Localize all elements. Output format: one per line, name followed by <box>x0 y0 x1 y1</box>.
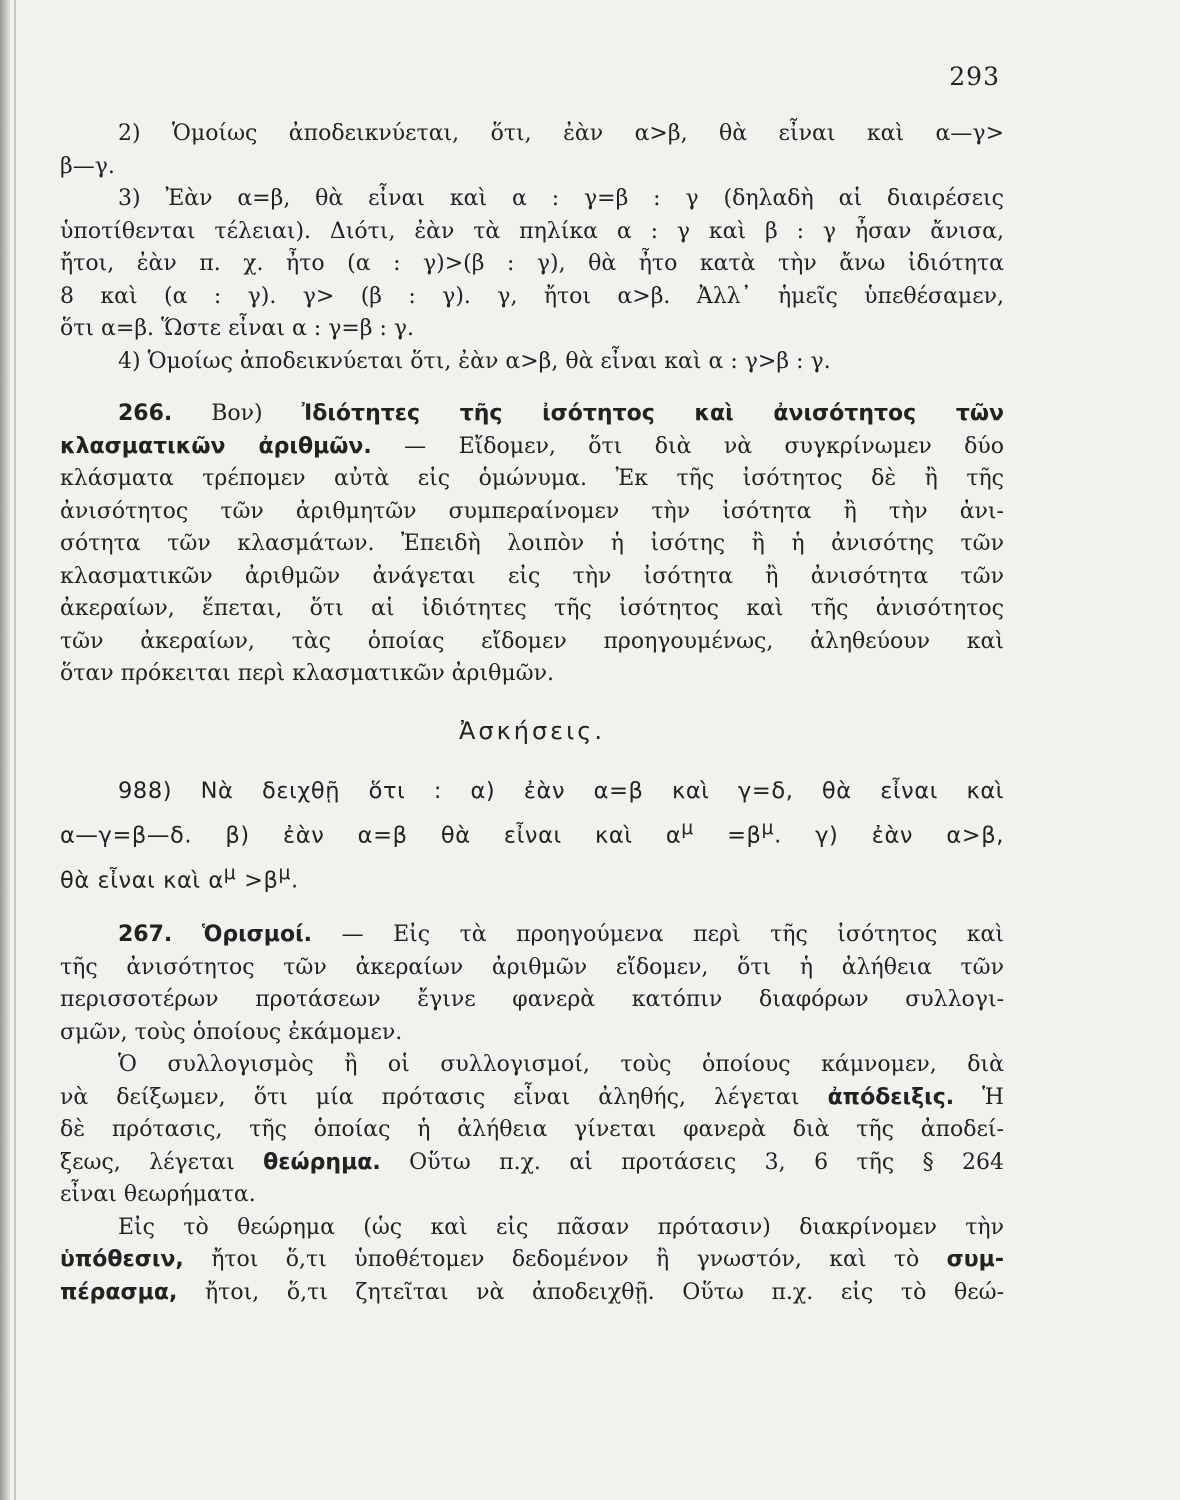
page-edge-line <box>14 0 16 1500</box>
text-line: 4) Ὁμοίως ἀποδεικνύεται ὅτι, ἐὰν α>β, θὰ εἶναι καὶ α : γ>β : γ. <box>118 348 831 374</box>
section-number: 266. <box>118 401 173 426</box>
text-line: εἶναι θεωρήματα. <box>60 1182 256 1207</box>
text-line: περισσοτέρων προτάσεων ἔγινε φανερὰ κατόπιν διαφόρων συλλογι- <box>60 987 1004 1012</box>
paragraph-item-4 <box>60 346 1004 379</box>
section-title: Ἰδιότητες τῆς ἰσότητος καὶ ἀνισότητος τῶν <box>301 401 1004 426</box>
text-line <box>60 1277 1004 1310</box>
exercises-heading: Ἀσκήσεις. <box>458 716 605 745</box>
superscript: μ <box>761 818 775 839</box>
section-266 <box>60 398 1004 691</box>
text-line: τῆς ἀνισότητος τῶν ἀκεραίων ἀριθμῶν εἴδομεν, ὅτι ἡ ἀλήθεια τῶν <box>60 954 1004 980</box>
text-line: σμῶν, τοὺς ὁποίους ἐκάμομεν. <box>60 1019 403 1045</box>
section-title: Ὁρισμοί. <box>201 922 313 947</box>
superscript: μ <box>278 862 292 884</box>
superscript: μ <box>681 818 694 839</box>
text-run: . γ) ἐὰν α>β, <box>774 822 1004 849</box>
text-line: Ὁ συλλογισμὸς ἢ οἱ συλλογισμοί, τοὺς ὁποίους κάμνομεν, διὰ <box>118 1052 1004 1077</box>
text-run: — Εἴδομεν, ὅτι διὰ νὰ συγκρίνωμεν δύο <box>404 433 1004 459</box>
text-run: νὰ δείξωμεν, ὅτι μία πρότασις εἶναι ἀληθής, λέγεται <box>60 1084 800 1110</box>
text-line: τῶν ἀκεραίων, τὰς ὁποίας εἴδομεν προηγουμένως, ἀληθεύουν καὶ <box>60 628 1004 654</box>
text-run: α—γ=β—δ. β) ἐὰν α=β θὰ εἶναι καὶ α <box>60 822 682 849</box>
term-conclusion-cont: πέρασμα, <box>60 1279 178 1305</box>
text-line: ἤτοι, ἐὰν π. χ. ἦτο (α : γ)>(β : γ), θὰ ἦτο κατὰ τὴν ἄνω ἰδιότητα <box>60 251 1004 276</box>
text-line: 2) Ὁμοίως ἀποδεικνύεται, ὅτι, ἐὰν α>β, θὰ εἶναι καὶ α—γ> <box>118 121 1004 146</box>
section-266-title-line <box>60 398 1004 431</box>
text-run: ξεως, λέγεται <box>60 1149 235 1175</box>
text-run: Ἡ <box>982 1084 1004 1110</box>
text-line <box>60 431 1004 464</box>
book-spine-shadow <box>0 0 10 1500</box>
page-number: 293 <box>949 62 1000 91</box>
text-line: β—γ. <box>60 153 115 179</box>
section-ref: Βον) <box>211 401 263 426</box>
text-line: ἀκεραίων, ἕπεται, ὅτι αἱ ἰδιότητες τῆς ἰσότητος καὶ τῆς ἀνισότητος <box>60 596 1004 621</box>
section-title-cont: κλασματικῶν ἀριθμῶν. <box>60 433 372 459</box>
paragraph-item-3 <box>60 183 1004 346</box>
text-line <box>60 1147 1004 1180</box>
section-number: 267. <box>118 922 173 947</box>
text-line: κλάσματα τρέπομεν αὐτὰ εἰς ὁμώνυμα. Ἐκ τῆς ἰσότητος δὲ ἢ τῆς <box>60 466 1004 491</box>
section-267-title-line <box>60 919 1004 952</box>
text-run: Οὕτω π.χ. αἱ προτάσεις 3, 6 τῆς § 264 <box>409 1149 1004 1175</box>
text-line <box>60 855 1004 900</box>
text-line: ὑποτίθενται τέλειαι). Διότι, ἐὰν τὰ πηλίκα α : γ καὶ β : γ ἦσαν ἄνισα, <box>60 218 1004 244</box>
text-line: 988) Νὰ δειχθῇ ὅτι : α) ἐὰν α=β καὶ γ=δ, θὰ εἶναι καὶ <box>118 778 1004 804</box>
exercise-988 <box>60 773 1004 899</box>
text-line: σότητα τῶν κλασμάτων. Ἐπειδὴ λοιπὸν ἡ ἰσότης ἢ ἡ ἀνισότης τῶν <box>60 531 1004 556</box>
text-run: >β <box>244 867 279 893</box>
text-line <box>60 1244 1004 1277</box>
text-run: — Εἰς τὰ προηγούμενα περὶ τῆς ἰσότητος καὶ <box>341 922 1004 947</box>
text-line: δὲ πρότασις, τῆς ὁποίας ἡ ἀλήθεια γίνεται φανερὰ διὰ τῆς ἀποδεί- <box>60 1117 1004 1142</box>
text-line <box>60 810 1004 855</box>
term-conclusion: συμ- <box>946 1247 1004 1272</box>
text-run: θὰ εἶναι καὶ α <box>60 867 224 893</box>
paragraph-item-2 <box>60 118 1004 183</box>
text-run: ἤτοι, ὅ,τι ζητεῖται νὰ ἀποδειχθῇ. Οὕτω π.χ. εἰς τὸ θεώ- <box>204 1279 1004 1305</box>
section-267 <box>60 919 1004 1049</box>
text-line: 8 καὶ (α : γ). γ> (β : γ). γ, ἤτοι α>β. Ἀλλ᾽ ἡμεῖς ὑπεθέσαμεν, <box>60 283 1004 309</box>
text-line: ὅταν πρόκειται περὶ κλασματικῶν ἀριθμῶν. <box>60 661 554 686</box>
page-body <box>60 118 1004 1309</box>
text-run: ἤτοι ὅ,τι ὑποθέτομεν δεδομένον ἢ γνωστόν, καὶ τὸ <box>211 1247 920 1272</box>
paragraph-syllogism <box>60 1049 1004 1212</box>
text-run: . <box>291 867 299 893</box>
text-line <box>60 1082 1004 1115</box>
text-line: κλασματικῶν ἀριθμῶν ἀνάγεται εἰς τὴν ἰσότητα ἢ ἀνισότητα τῶν <box>60 563 1004 589</box>
paragraph-hypothesis <box>60 1212 1004 1310</box>
text-line: ἀνισότητος τῶν ἀριθμητῶν συμπεραίνομεν τὴν ἰσότητα ἢ τὴν ἀνι- <box>60 498 1004 524</box>
term-hypothesis: ὑπόθεσιν, <box>60 1247 184 1272</box>
text-line: Εἰς τὸ θεώρημα (ὡς καὶ εἰς πᾶσαν πρότασιν) διακρίνομεν τὴν <box>118 1214 1004 1240</box>
superscript: μ <box>223 862 237 884</box>
text-run: =β <box>727 822 762 849</box>
term-proof: ἀπόδειξις. <box>827 1084 955 1110</box>
text-line: ὅτι α=β. Ὥστε εἶναι α : γ=β : γ. <box>60 316 415 341</box>
text-line: 3) Ἐὰν α=β, θὰ εἶναι καὶ α : γ=β : γ (δηλαδὴ αἱ διαιρέσεις <box>118 186 1004 211</box>
term-theorem: θεώρημα. <box>263 1149 381 1175</box>
